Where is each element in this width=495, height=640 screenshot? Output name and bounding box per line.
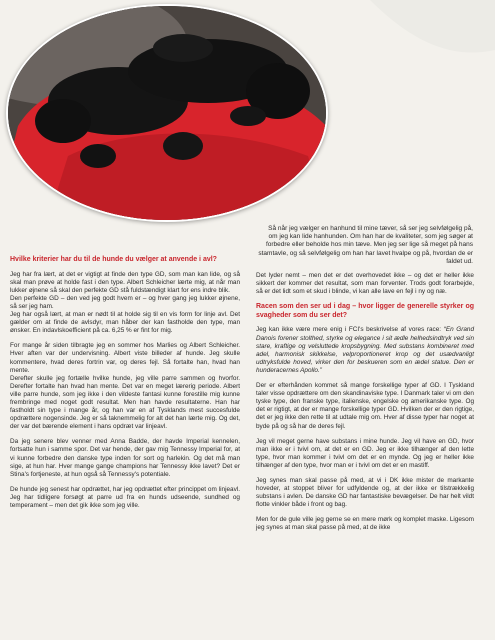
paragraph: Det lyder nemt – men det er det overhovedet ikke – og det er heller ikke sikkert der kommer det resultat, som man forventer. Trods godt forarbejde, så er det lidt som et skud i blinde, vi kan alle lave en fejl i ny og næ. (256, 272, 474, 296)
left-column (10, 256, 240, 517)
right-column (256, 272, 474, 533)
paragraph: For mange år siden tilbragte jeg en sommer hos Marlies og Albert Schleicher. Hver aften var der undervisning. Albert viste billeder af hunde. Jeg skulle kommentere, hvad deres fortrin var, og deres fejl. Så fortalte han, hvad han mente. (10, 342, 240, 374)
paragraph: Jeg har fra lært, at det er vigtigt at finde den type GD, som man kan lide, og så skal man prøve at holde fast i den type. Albert Schleicher lærte mig, at når man lukker øjnene så skal den perfekte GD stå fuldstændigt klart for ens indre blik. (10, 270, 240, 294)
question-heading-2: Racen som den ser ud i dag – hvor ligger de generelle styrker og svagheder som du ser det? (256, 303, 474, 319)
paragraph: Derefter skulle jeg fortælle hvilke hunde, jeg ville parre sammen og hvorfor. Derefter fortalte han hvad han mente. Det var en meget lærerig periode. Albert ville parre hunde, som jeg ikke i den vildeste fantasi kunne forestille mig kunne frembringe med noget godt resultat. Men han havde resultaterne. Han har fastholdt sin type i mange år, og han var en af Tysklands mest succesfulde opdrættere nogensinde. Jeg er så taknemmelig for alt det han lærte mig. Og det, der var det bærende element i hans opdræt var linjeavl. (10, 374, 240, 431)
paragraph: Jeg vil meget gerne have substans i mine hunde. Jeg vil have en GD, hvor man ikke er i tvivl om, at det er en GD. Jeg er ikke tilhænger af den lette type, hvor man kommer i tvivl om det er en mynde. Og jeg er heller ikke tilhænger af den type, hvor man er i tvivl om det er en mastiff. (256, 437, 474, 469)
background-texture (300, 0, 495, 220)
paragraph: Men for de gule ville jeg gerne se en mere mørk og komplet maske. Ligesom jeg synes at man skal passe på med, at de ikke (256, 516, 474, 532)
paragraph: Da jeg senere blev venner med Anna Badde, der havde Imperial kennelen, fortsatte hun i samme spor. Det var hende, der gav mig Tennessy Imperial for, at vi kunne forbedre den danske type inden for sort og harlekin. Og det må man sige, at hun har. Hver mange gange champions har Tennessy ikke lavet? Det er Stina's fortjeneste, at hun også så Tennessy's potentiale. (10, 438, 240, 478)
intro-paragraph: Så når jeg vælger en hanhund til mine tæver, så ser jeg selvfølgelig på, om jeg kan lide hanhunden. Om han har de kvaliteter, som jeg søger at forbedre eller beholde hos min tæve. Men jeg ser lige så meget på hans stamtavle, og så selvfølgelig om han har lavet hvalpe og på, hvordan de er faldet ud. (258, 225, 473, 265)
fci-quote: “En Grand Danois forener stolthed, styrke og elegance i sit ædle helhedsindtryk ved sin stare, kraftige og velsluttede kropsbygning. Med substans kombineret med adel, harmonisk skikkelse, velproportioneret krop og det usædvanligt udtryksfulde hoved, virker den for beskueren som en ædel statue. Den er hunderacernes Apollo.” (256, 326, 474, 374)
paragraph (256, 326, 474, 375)
puppies-illustration (8, 6, 326, 220)
quote-lead: Jeg kan ikke være mere enig i FCI's beskrivelse af vores race: (256, 326, 442, 334)
paragraph: Jeg har også lært, at man er nødt til at holde sig til en vis form for linje avl. Det gælder om at finde de avlsdyr, man håber der kan fastholde den type, man ønsker. En indavlskoefficient på ca. 6,25 % er fint for mig. (10, 311, 240, 335)
paragraph: De hunde jeg senest har opdrættet, har jeg opdrættet efter princippet om linjeavl. Jeg har tidligere forsøgt at parre ud fra en hunds udseende, sundhed og temperament – men det gik ikke som jeg ville. (10, 485, 240, 510)
puppies-photo (6, 4, 328, 222)
paragraph: Den perfekte GD – den ved jeg godt hvem er – og hver gang jeg lukker øjnene, så ser jeg ham. (10, 294, 240, 310)
paragraph: Der er efterhånden kommet så mange forskellige typer af GD. I Tyskland taler visse opdrættere om den skandinaviske type. I Danmark taler vi om den tyske type, den franske type, italienske, engelske og amerikanske type. Og det er rigtigt, at der er mange forskellige typer GD. Hvilken der er den rigtige, det er jeg ikke den rette til at udtale mig om. Hver af disse typer har noget at byde på og så har de deres fejl. (256, 382, 474, 430)
paragraph: Jeg synes man skal passe på med, at vi i DK ikke mister de markante hoveder, at stoppet bliver for udfyldende og, at der ikke er tilstrækkelig substans i avlen. De danske GD har fantastiske bevægelser. De har helt vildt flotte vinkler både i front og bag. (256, 476, 474, 509)
question-heading-1: Hvilke kriterier har du til de hunde du vælger at anvende i avl? (10, 256, 217, 263)
